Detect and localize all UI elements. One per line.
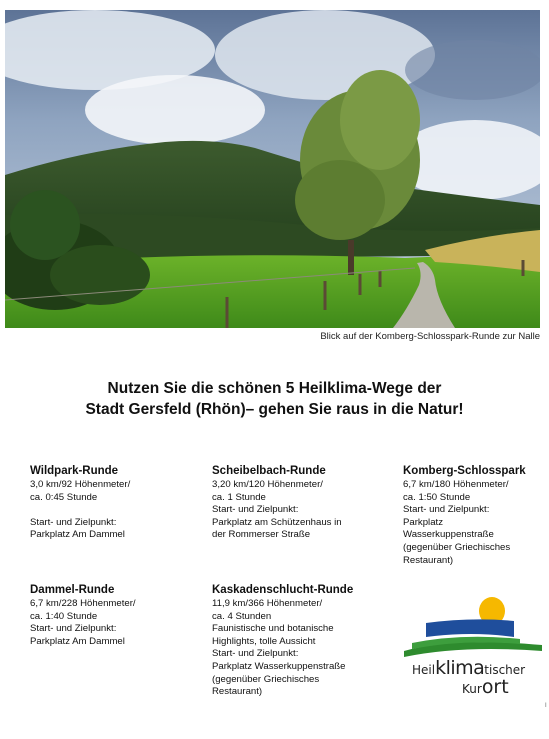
route-start-label: Start- und Zielpunkt: [403,504,490,516]
route-distance: 6,7 km/228 Höhenmeter/ [30,598,136,609]
landscape-bands-icon [402,615,544,659]
route-distance: 11,9 km/366 Höhenmeter/ [212,598,323,609]
route-wildpark [30,464,130,542]
route-duration: ca. 1 Stunde [212,491,266,503]
logo-word-tischer: tischer [484,663,526,677]
headline [0,378,549,420]
logo-word-klima: klima [435,657,485,679]
route-start: der Rommerser Straße [212,529,311,541]
route-start: Parkplatz Wasserkuppenstraße [212,660,346,672]
route-highlight: Highlights, tolle Aussicht [212,635,316,647]
route-distance: 3,0 km/92 Höhenmeter/ [30,479,131,490]
route-duration: ca. 1:40 Stunde [30,610,98,622]
route-start: (gegenüber Griechisches [403,541,511,553]
logo-word-heil: Heil [412,663,436,677]
route-duration: ca. 4 Stunden [212,610,272,622]
route-start: Parkplatz am Schützenhaus in [212,516,342,528]
route-scheibelbach [212,464,342,542]
route-start-label: Start- und Zielpunkt: [30,623,117,635]
heilklimatischer-kurort-logo [402,597,544,697]
route-start: (gegenüber Griechisches [212,673,320,685]
footer-mark: I [545,703,547,709]
logo-text-line-2 [462,676,509,698]
route-title: Dammel-Runde [30,584,115,596]
logo-word-ort: ort [481,676,509,698]
route-title: Kaskadenschlucht-Runde [212,584,354,596]
route-start-label: Start- und Zielpunkt: [30,516,117,528]
route-distance: 3,20 km/120 Höhenmeter/ [212,479,323,490]
route-title: Scheibelbach-Runde [212,465,326,477]
route-distance: 6,7 km/180 Höhenmeter/ [403,479,509,490]
route-start: Parkplatz [403,516,443,528]
route-start-label: Start- und Zielpunkt: [212,504,299,516]
route-start: Wasserkuppenstraße [403,529,494,541]
route-start: Parkplatz Am Dammel [30,635,125,647]
route-duration: ca. 0:45 Stunde [30,491,98,503]
route-komberg-schlosspark [403,464,526,567]
route-dammel [30,583,136,648]
route-duration: ca. 1:50 Stunde [403,491,471,503]
route-start: Restaurant) [403,554,454,566]
route-start: Restaurant) [212,686,263,698]
route-title: Wildpark-Runde [30,465,119,477]
route-title: Komberg-Schlosspark [403,465,526,477]
photo-caption: Blick auf der Komberg-Schlosspark-Runde zur Nalle [320,331,540,342]
route-start: Parkplatz Am Dammel [30,529,125,541]
headline-line-2: Stadt Gersfeld (Rhön)– gehen Sie raus in die Natur! [85,401,464,418]
logo-word-kur: Kur [462,682,482,696]
route-highlight: Faunistische und botanische [212,623,334,635]
headline-line-1: Nutzen Sie die schönen 5 Heilklima-Wege der [107,380,442,397]
route-start-label: Start- und Zielpunkt: [212,648,299,660]
landscape-photo [5,10,540,328]
route-kaskadenschlucht [212,583,353,699]
